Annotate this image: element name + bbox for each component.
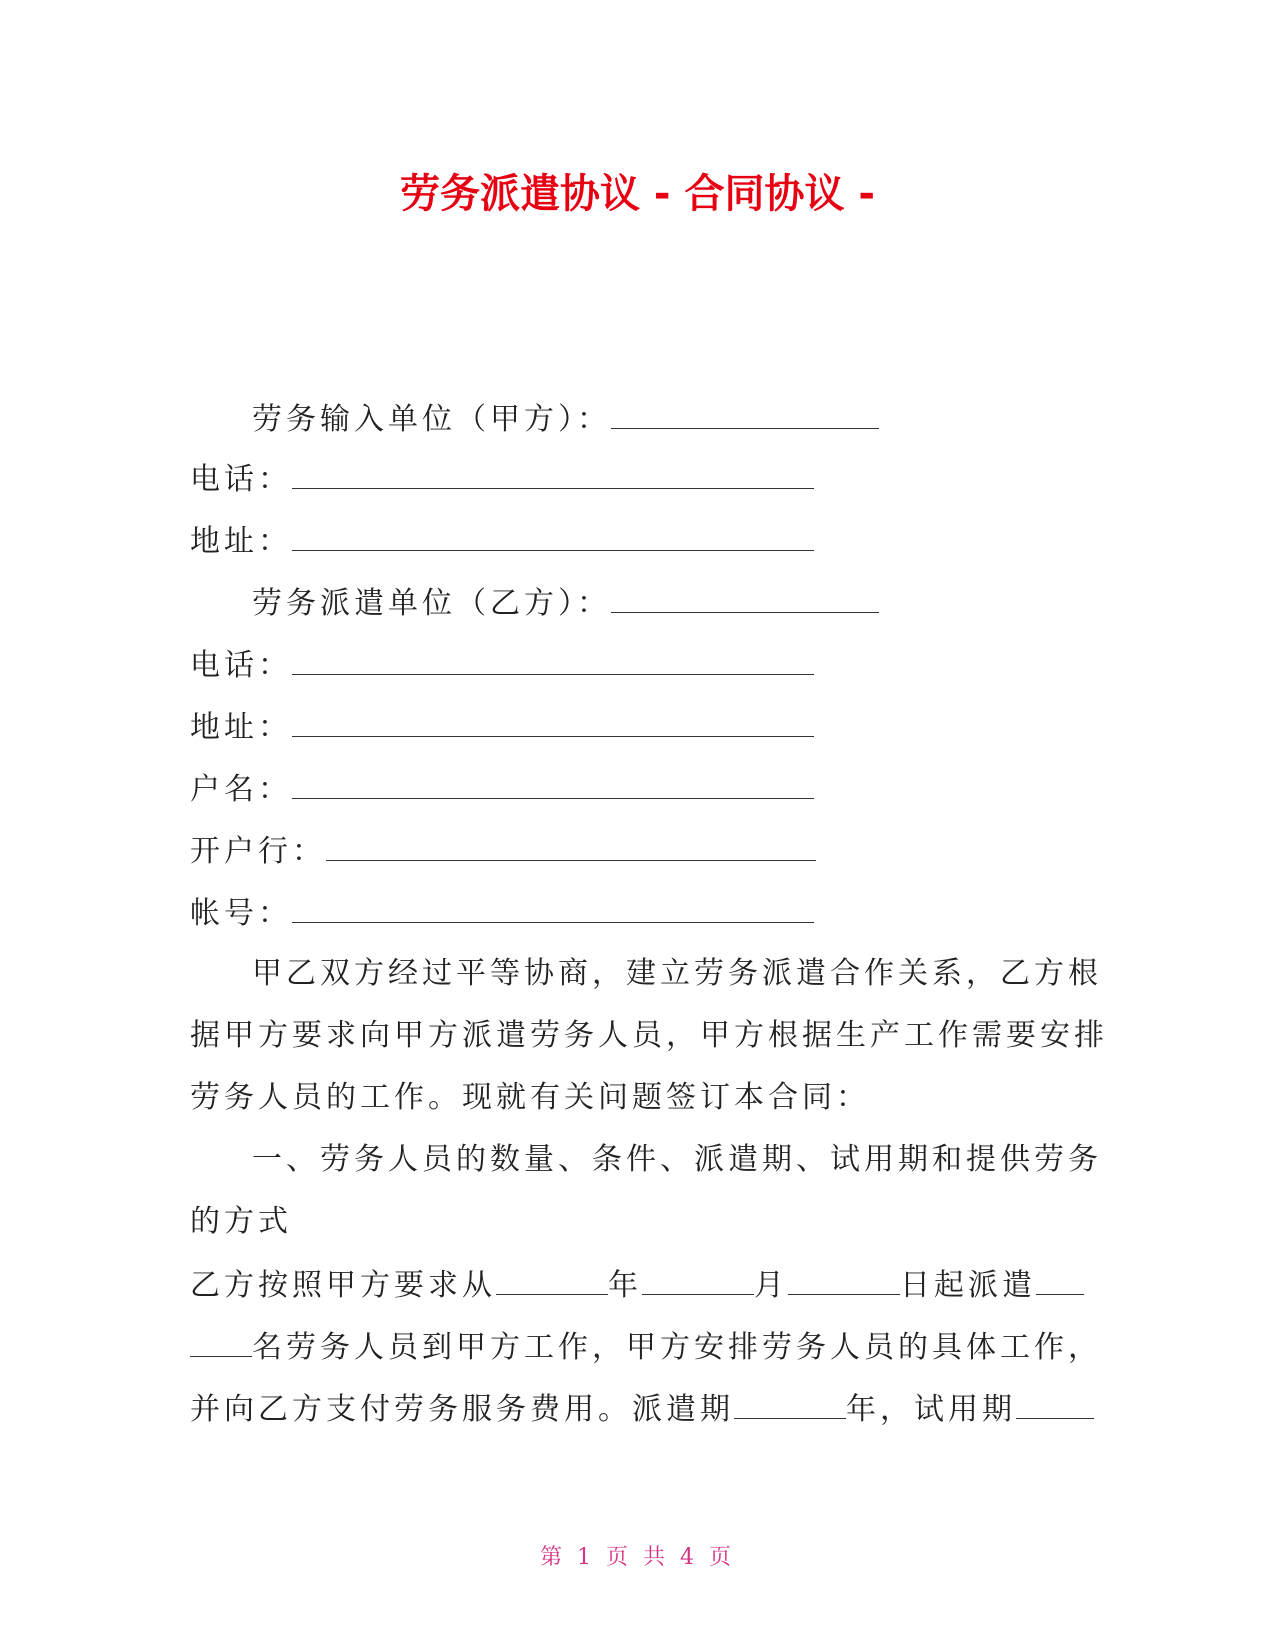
- section-1-heading-line-2: 的方式: [190, 1204, 292, 1239]
- party-a-unit-label: 劳务输入单位（甲方）：: [252, 402, 611, 437]
- page-footer: 第 1 页 共 4 页: [540, 1545, 735, 1570]
- party-b-address-line: [190, 706, 814, 746]
- start-month-blank[interactable]: [642, 1264, 754, 1295]
- section-1-text-month: 月: [754, 1268, 788, 1303]
- party-a-unit-line: [252, 398, 879, 438]
- section-1-text-dispatch: 日起派遣: [900, 1268, 1036, 1303]
- party-b-account-name-line: [190, 768, 814, 808]
- probation-blank[interactable]: [1016, 1388, 1094, 1419]
- section-1-heading-line-1: 一、劳务人员的数量、条件、派遣期、试用期和提供劳务: [252, 1142, 1102, 1177]
- party-b-address-label: 地址：: [190, 710, 292, 745]
- party-b-bank-blank[interactable]: [326, 830, 816, 861]
- section-1-body-line-3: [190, 1388, 1094, 1428]
- party-b-account-no-line: [190, 892, 814, 932]
- section-1-body-line-1: [190, 1264, 1084, 1304]
- start-year-blank[interactable]: [496, 1264, 608, 1295]
- party-a-phone-line: [190, 458, 814, 498]
- section-1-body-line-2: [190, 1326, 1102, 1366]
- party-a-address-blank[interactable]: [292, 520, 814, 551]
- section-1-text-from: 乙方按照甲方要求从: [190, 1268, 496, 1303]
- party-b-address-blank[interactable]: [292, 706, 814, 737]
- party-a-phone-label: 电话：: [190, 462, 292, 497]
- party-b-account-no-label: 帐号：: [190, 896, 292, 931]
- party-b-phone-blank[interactable]: [292, 644, 814, 675]
- document-title: 劳务派遣协议 - 合同协议 -: [400, 171, 875, 217]
- worker-count-blank-part-2[interactable]: [190, 1326, 252, 1357]
- party-b-account-name-label: 户名：: [190, 772, 292, 807]
- section-1-text-probation: 年，试用期: [846, 1392, 1016, 1427]
- party-b-unit-blank[interactable]: [611, 582, 879, 613]
- section-1-text-workers: 名劳务人员到甲方工作，甲方安排劳务人员的具体工作，: [252, 1330, 1102, 1365]
- dispatch-term-blank[interactable]: [734, 1388, 846, 1419]
- party-b-unit-label: 劳务派遣单位（乙方）：: [252, 586, 611, 621]
- section-1-text-term: 并向乙方支付劳务服务费用。派遣期: [190, 1392, 734, 1427]
- paragraph-1-line-3: 劳务人员的工作。现就有关问题签订本合同：: [190, 1080, 870, 1115]
- party-b-unit-line: [252, 582, 879, 622]
- party-b-phone-label: 电话：: [190, 648, 292, 683]
- party-a-phone-blank[interactable]: [292, 458, 814, 489]
- party-b-phone-line: [190, 644, 814, 684]
- party-b-account-name-blank[interactable]: [292, 768, 814, 799]
- paragraph-1-line-2: 据甲方要求向甲方派遣劳务人员，甲方根据生产工作需要安排: [190, 1018, 1108, 1053]
- party-a-address-label: 地址：: [190, 524, 292, 559]
- paragraph-1-line-1: 甲乙双方经过平等协商，建立劳务派遣合作关系，乙方根: [252, 956, 1102, 991]
- worker-count-blank-part-1[interactable]: [1036, 1264, 1084, 1295]
- party-a-address-line: [190, 520, 814, 560]
- party-b-bank-line: [190, 830, 816, 870]
- start-day-blank[interactable]: [788, 1264, 900, 1295]
- party-a-unit-blank[interactable]: [611, 398, 879, 429]
- section-1-text-year: 年: [608, 1268, 642, 1303]
- party-b-account-no-blank[interactable]: [292, 892, 814, 923]
- party-b-bank-label: 开户行：: [190, 834, 326, 869]
